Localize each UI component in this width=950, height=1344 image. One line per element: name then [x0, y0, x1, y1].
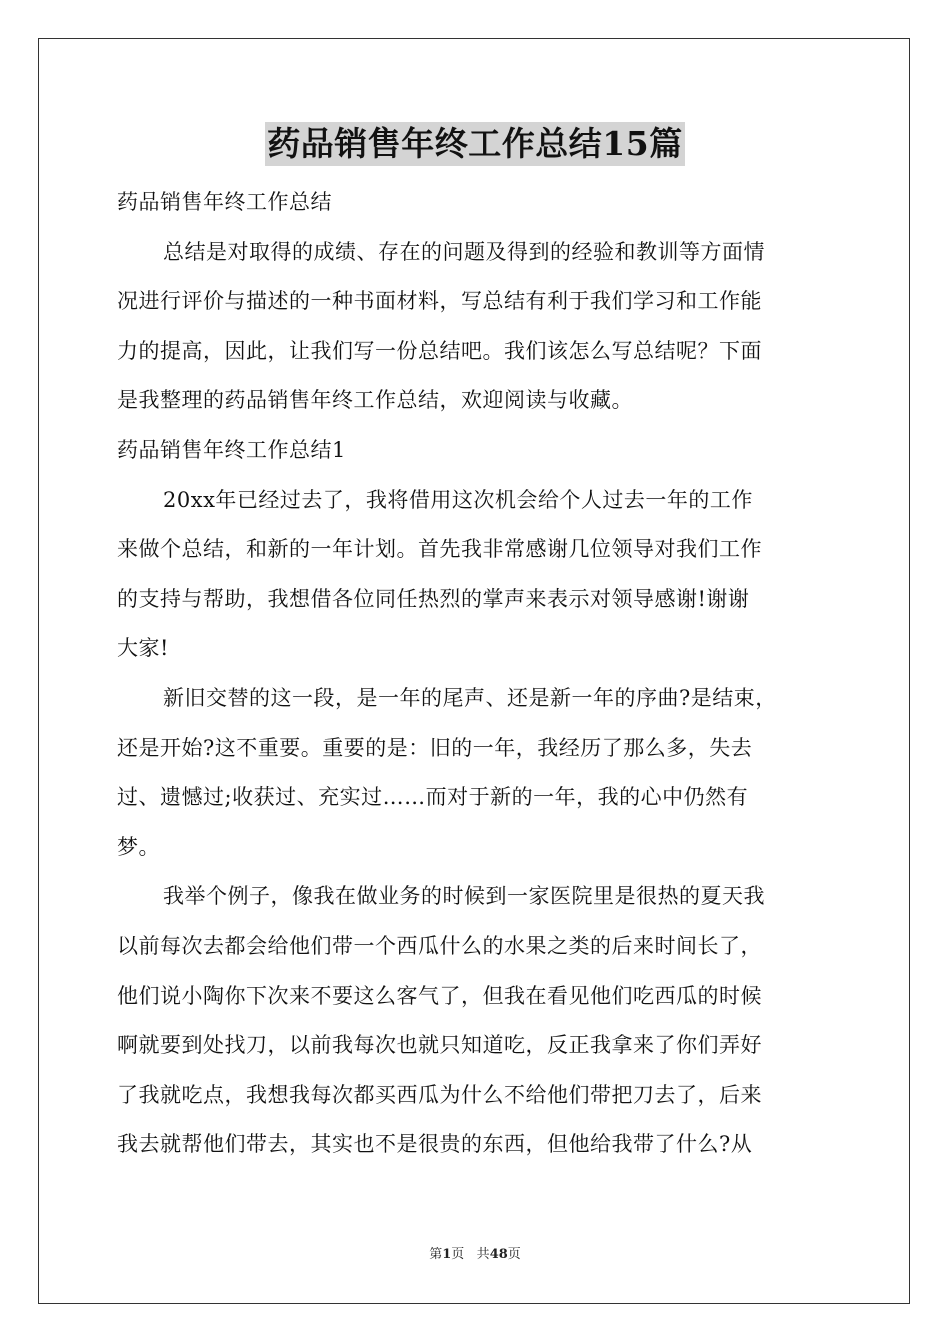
text-line: 过、遗憾过;收获过、充实过……而对于新的一年，我的心中仍然有 [117, 785, 749, 810]
footer-page-prefix: 第 [429, 1247, 443, 1262]
text-line: 啊就要到处找刀，以前我每次也就只知道吃，反正我拿来了你们弄好 [117, 1033, 762, 1058]
text-line: 以前每次去都会给他们带一个西瓜什么的水果之类的后来时间长了， [117, 933, 762, 958]
text-line: 大家! [117, 636, 169, 661]
text-line: 力的提高，因此，让我们写一份总结吧。我们该怎么写总结呢？下面 [117, 338, 762, 363]
text-line: 梦。 [117, 834, 160, 859]
document-title: 药品销售年终工作总结15篇 [265, 122, 684, 166]
text-line: 了我就吃点，我想我每次都买西瓜为什么不给他们带把刀去了，后来 [117, 1082, 762, 1107]
text-line: 是我整理的药品销售年终工作总结，欢迎阅读与收藏。 [117, 388, 633, 413]
text-line: 药品销售年终工作总结 [117, 190, 332, 214]
page-footer [0, 1246, 950, 1264]
text-line: 况进行评价与描述的一种书面材料，写总结有利于我们学习和工作能 [117, 289, 762, 314]
text-line: 新旧交替的这一段，是一年的尾声、还是新一年的序曲?是结束， [163, 685, 777, 710]
text-line: 的支持与帮助，我想借各位同任热烈的掌声来表示对领导感谢!谢谢 [117, 586, 750, 611]
text-line: 总结是对取得的成绩、存在的问题及得到的经验和教训等方面情 [163, 239, 765, 264]
text-line: 我举个例子，像我在做业务的时候到一家医院里是很热的夏天我 [163, 884, 765, 909]
footer-total-prefix: 共 [476, 1247, 490, 1262]
footer-total-suffix: 页 [507, 1247, 521, 1262]
footer-page-suffix: 页 [451, 1247, 465, 1262]
text-line: 20xx年已经过去了，我将借用这次机会给个人过去一年的工作 [163, 487, 753, 512]
text-line: 还是开始?这不重要。重要的是：旧的一年，我经历了那么多，失去 [117, 735, 753, 760]
footer-total-pages: 48 [489, 1247, 508, 1262]
footer-page-number: 1 [442, 1247, 452, 1262]
text-line: 来做个总结，和新的一年计划。首先我非常感谢几位领导对我们工作 [117, 537, 762, 562]
text-line: 他们说小陶你下次来不要这么客气了，但我在看见他们吃西瓜的时候 [117, 983, 762, 1008]
document-body [117, 178, 833, 1170]
text-line: 药品销售年终工作总结1 [117, 437, 346, 462]
text-line: 我去就帮他们带去，其实也不是很贵的东西，但他给我带了什么?从 [117, 1132, 753, 1157]
title-container [0, 122, 950, 166]
